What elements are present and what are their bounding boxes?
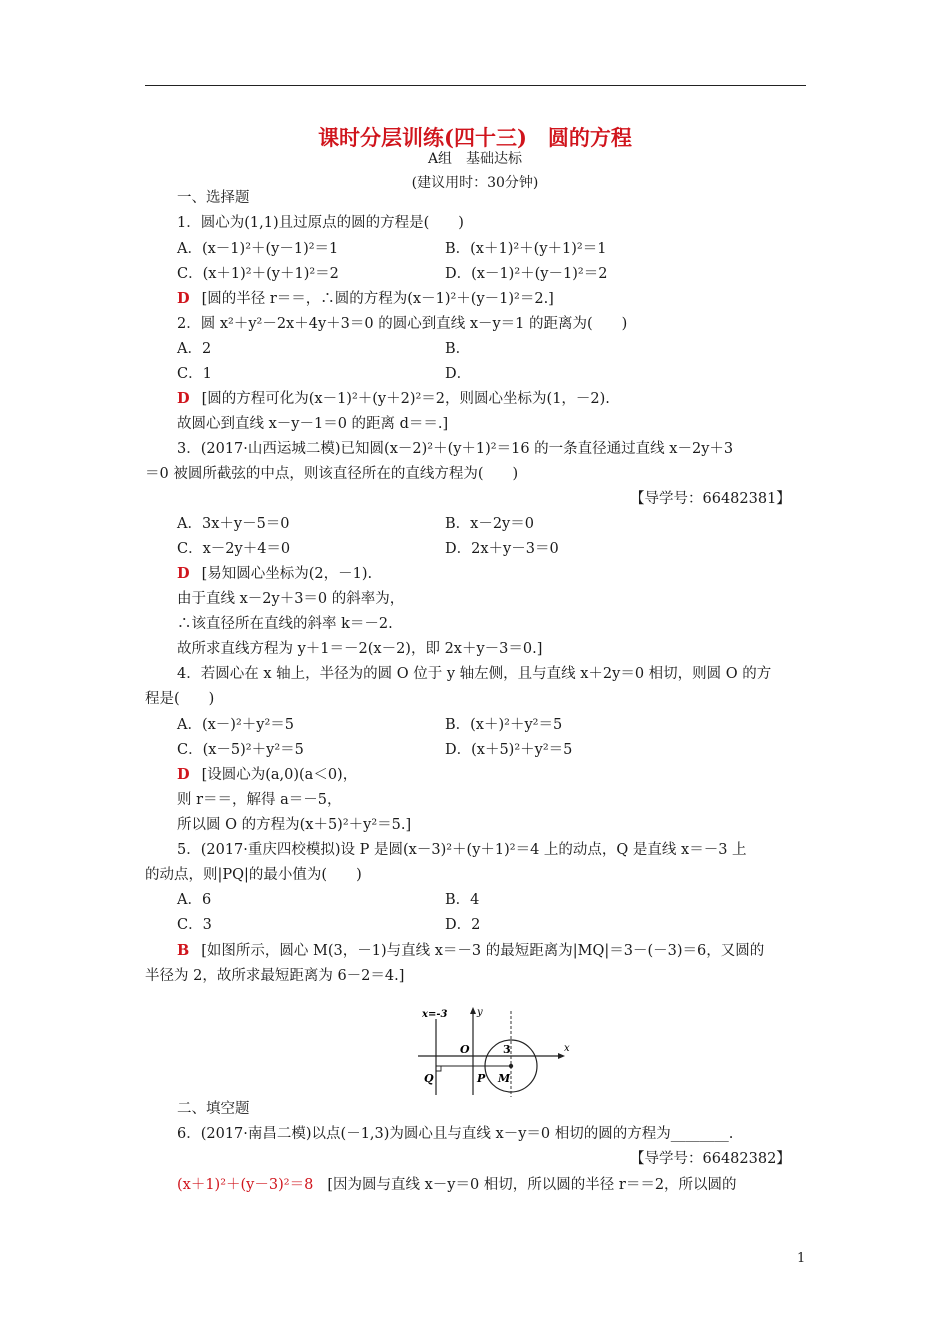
- line-text: C．1: [177, 366, 212, 382]
- line-text: 1．圆心为(1,1)且过原点的圆的方程是( ): [177, 215, 464, 231]
- line-text: A．2: [177, 341, 212, 357]
- answer-letter: D: [177, 565, 190, 582]
- text-line: [177, 1099, 250, 1119]
- text-line: [177, 1124, 733, 1144]
- label-p: P: [477, 1072, 486, 1085]
- line-text: A．(x－1)²＋(y－1)²＝1: [177, 241, 339, 257]
- line-text: 程是( ): [145, 691, 215, 707]
- text-line: [445, 890, 479, 910]
- text-line: [445, 514, 534, 534]
- answer-letter: D: [177, 766, 190, 783]
- text-line: [177, 614, 393, 634]
- page-number: 1: [797, 1251, 806, 1266]
- text-line: [177, 364, 212, 384]
- text-line: [445, 915, 480, 935]
- text-line: [177, 1175, 737, 1195]
- right-angle-mark: [436, 1066, 441, 1071]
- label-3: 3: [503, 1043, 511, 1056]
- answer-letter: B: [177, 942, 190, 959]
- text-line: [177, 314, 627, 334]
- text-line: [177, 765, 357, 785]
- center-point: [509, 1064, 513, 1068]
- line-text: C．(x＋1)²＋(y＋1)²＝2: [177, 266, 339, 282]
- text-line: [630, 489, 791, 509]
- text-line: [145, 689, 214, 709]
- line-text: D．(x－1)²＋(y－1)²＝2: [445, 266, 608, 282]
- line-text: 3．(2017·山西运城二模)已知圆(x－2)²＋(y＋1)²＝16 的一条直径通过直线 x－2y＋3: [177, 441, 734, 457]
- answer-letter: D: [177, 390, 190, 407]
- text-line: [177, 188, 250, 208]
- text-line: [630, 1149, 791, 1169]
- line-text: [设圆心为(a,0)(a＜0)，: [201, 767, 358, 783]
- line-text: 的动点，则|PQ|的最小值为( ): [145, 867, 362, 883]
- label-y: y: [477, 1007, 483, 1018]
- text-line: [445, 740, 572, 760]
- label-o: O: [460, 1043, 470, 1056]
- text-line: [177, 664, 771, 684]
- text-line: [177, 890, 211, 910]
- y-axis-arrow: [470, 1007, 476, 1014]
- text-line: [177, 564, 372, 584]
- text-line: [177, 339, 211, 359]
- text-line: [177, 289, 554, 309]
- line-text: ∴该直径所在直线的斜率 k＝－2.: [177, 616, 393, 632]
- line-text: 半径为 2，故所求最短距离为 6－2＝4.]: [145, 968, 405, 984]
- line-text: D．2: [445, 917, 481, 933]
- line-text: B．(x＋1)²＋(y＋1)²＝1: [445, 241, 607, 257]
- text-line: [145, 966, 404, 986]
- group-label: A组 基础达标: [427, 151, 523, 167]
- text-line: [177, 439, 733, 459]
- text-line: [445, 264, 607, 284]
- text-line: [445, 715, 562, 735]
- line-text: B．: [445, 341, 471, 357]
- line-text: A．3x＋y－5＝0: [177, 516, 290, 532]
- page-title: 课时分层训练(四十三) 圆的方程: [318, 125, 632, 150]
- text-line: [145, 464, 518, 484]
- text-line: [177, 840, 747, 860]
- text-line: [177, 790, 342, 810]
- line-text: [圆的半径 r＝＝，∴圆的方程为(x－1)²＋(y－1)²＝2.]: [201, 291, 554, 307]
- line-text: B．4: [445, 892, 480, 908]
- line-text: [圆的方程可化为(x－1)²＋(y＋2)²＝2，则圆心坐标为(1，－2).: [201, 391, 610, 407]
- line-text: 2．圆 x²＋y²－2x＋4y＋3＝0 的圆心到直线 x－y＝1 的距离为( ): [177, 316, 628, 332]
- line-text: [如图所示，圆心 M(3，－1)与直线 x＝－3 的最短距离为|MQ|＝3－(－3)＝6，又圆的: [201, 943, 765, 959]
- line-text: D．: [445, 366, 472, 382]
- text-line: [177, 213, 464, 233]
- line-text: A．(x－)²＋y²＝5: [177, 717, 295, 733]
- line-text: B．x－2y＝0: [445, 516, 534, 532]
- line-text: B．(x＋)²＋y²＝5: [445, 717, 563, 733]
- text-line: [177, 414, 448, 434]
- line-text: 由于直线 x－2y＋3＝0 的斜率为，: [177, 591, 405, 607]
- line-text: [易知圆心坐标为(2，－1).: [201, 566, 373, 582]
- text-line: [177, 264, 339, 284]
- time-hint: (建议用时：30分钟): [411, 175, 539, 191]
- geometry-figure: [410, 1005, 575, 1100]
- label-line: x=-3: [422, 1009, 448, 1020]
- line-text: 故圆心到直线 x－y－1＝0 的距离 d＝＝.]: [177, 416, 449, 432]
- line-text: C．x－2y＋4＝0: [177, 541, 291, 557]
- label-m: M: [498, 1072, 511, 1085]
- line-text: A．6: [177, 892, 212, 908]
- line-text: C．(x－5)²＋y²＝5: [177, 742, 304, 758]
- line-text: ＝0 被圆所截弦的中点，则该直径所在的直线方程为( ): [145, 466, 519, 482]
- text-line: [177, 941, 764, 961]
- top-rule: [145, 85, 806, 86]
- line-text: 4．若圆心在 x 轴上，半径为的圆 O 位于 y 轴左侧，且与直线 x＋2y＝0 相切，则圆 O 的方: [177, 666, 772, 682]
- text-line: [177, 239, 338, 259]
- answer-text: (x＋1)²＋(y－3)²＝8: [177, 1177, 314, 1193]
- text-line: [177, 539, 290, 559]
- line-text: [因为圆与直线 x－y＝0 相切，所以圆的半径 r＝＝2，所以圆的: [327, 1177, 737, 1193]
- text-line: [177, 514, 290, 534]
- text-line: [445, 239, 606, 259]
- line-text: 二、填空题: [177, 1101, 250, 1117]
- line-text: 6．(2017·南昌二模)以点(－1,3)为圆心且与直线 x－y＝0 相切的圆的方程为________.: [177, 1126, 734, 1142]
- line-text: D．2x＋y－3＝0: [445, 541, 559, 557]
- text-line: [445, 339, 470, 359]
- text-line: [177, 815, 411, 835]
- text-line: [177, 589, 404, 609]
- line-text: 则 r＝＝，解得 a＝－5，: [177, 792, 342, 808]
- line-text: 一、选择题: [177, 190, 250, 206]
- line-text: 故所求直线方程为 y＋1＝－2(x－2)，即 2x＋y－3＝0.]: [177, 641, 543, 657]
- text-line: [177, 740, 304, 760]
- text-line: [145, 865, 362, 885]
- text-line: [177, 389, 610, 409]
- line-text: 【导学号：66482381】: [630, 491, 791, 507]
- text-line: [177, 915, 212, 935]
- answer-letter: D: [177, 290, 190, 307]
- text-line: [445, 364, 471, 384]
- line-text: 所以圆 O 的方程为(x＋5)²＋y²＝5.]: [177, 817, 412, 833]
- line-text: 【导学号：66482382】: [630, 1151, 791, 1167]
- text-line: [177, 715, 294, 735]
- text-line: [177, 639, 542, 659]
- line-text: D．(x＋5)²＋y²＝5: [445, 742, 573, 758]
- label-q: Q: [424, 1072, 434, 1085]
- label-x: x: [564, 1043, 570, 1054]
- line-text: C．3: [177, 917, 212, 933]
- text-line: [445, 539, 559, 559]
- line-text: 5．(2017·重庆四校模拟)设 P 是圆(x－3)²＋(y＋1)²＝4 上的动点，Q 是直线 x＝－3 上: [177, 842, 747, 858]
